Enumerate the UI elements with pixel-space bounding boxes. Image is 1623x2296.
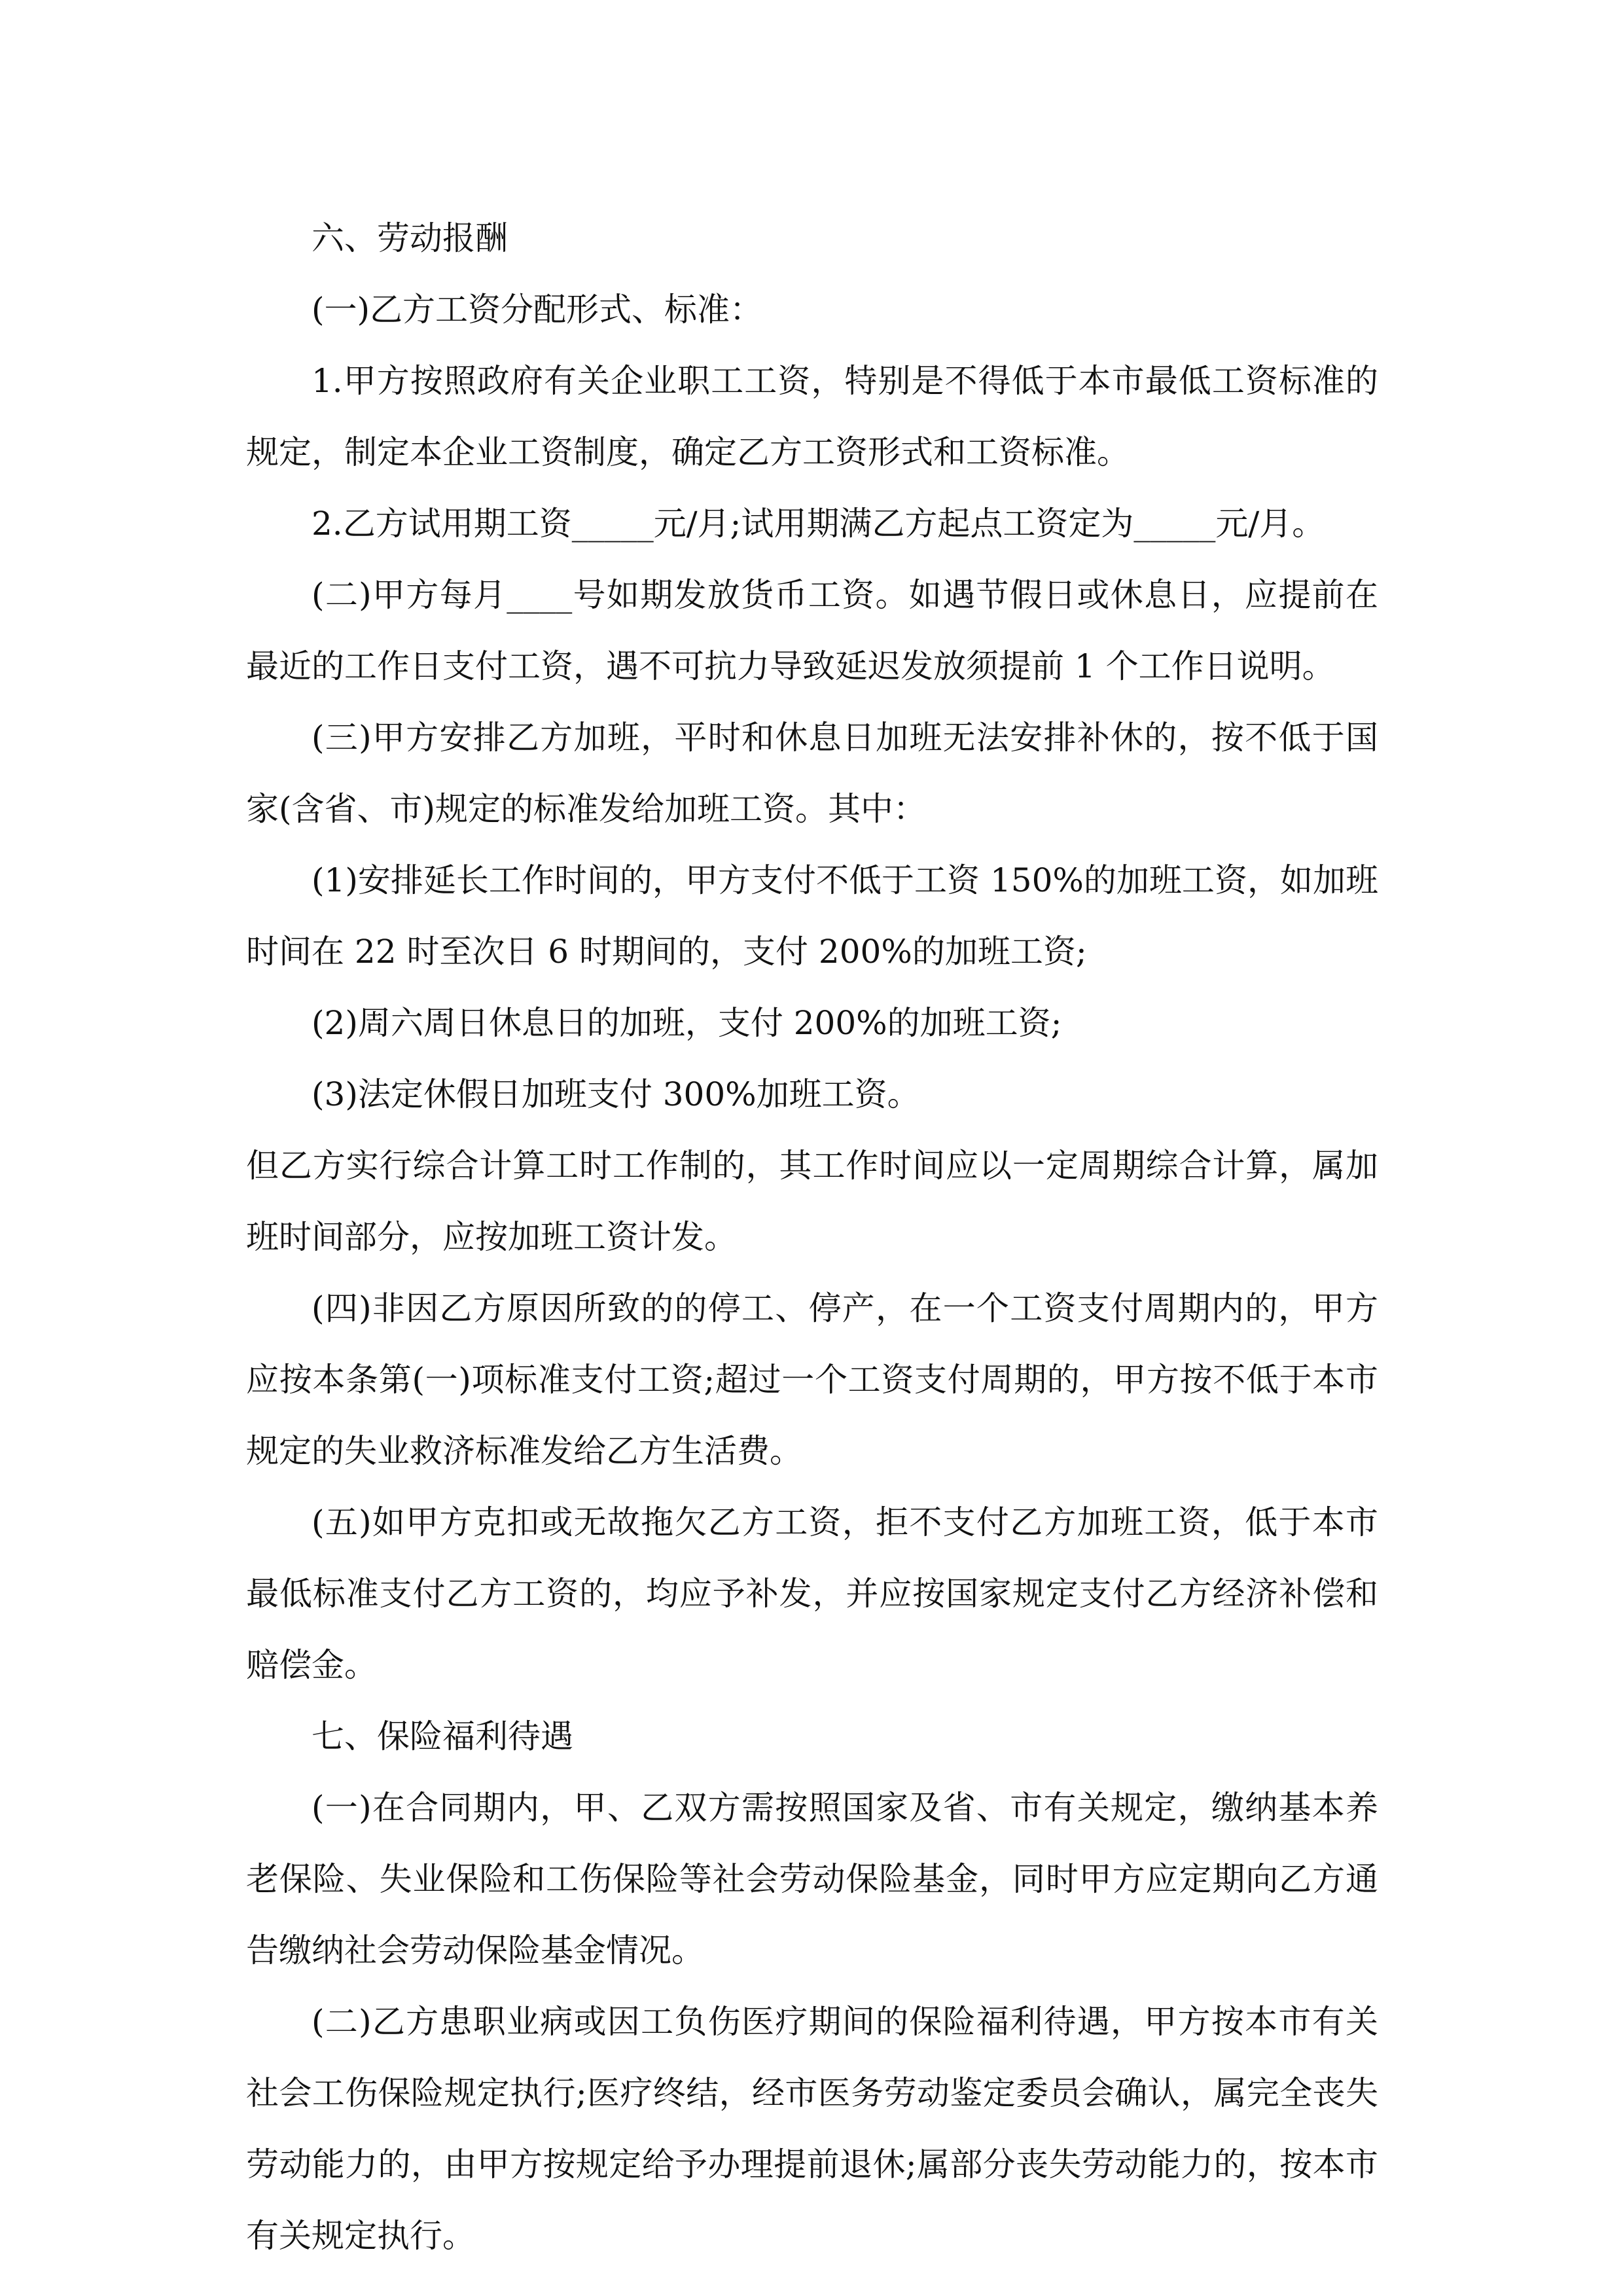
section-heading-insurance-welfare: 七、保险福利待遇 bbox=[312, 1717, 573, 1755]
paragraph-work-stoppage: (四)非因乙方原因所致的的停工、停产，在一个工资支付周期内的，甲方应按本条第(一)项标准支付工资;超过一个工资支付周期的，甲方按不低于本市规定的失业救济标准发给乙方生活费。 bbox=[246, 1289, 1378, 1470]
section-heading-labor-remuneration: 六、劳动报酬 bbox=[312, 219, 508, 257]
paragraph-overtime-arrangement: (三)甲方安排乙方加班，平时和休息日加班无法安排补休的，按不低于国家(含省、市)规定的标准发给加班工资。其中： bbox=[246, 719, 1378, 828]
paragraph-payday: (二)甲方每月____号如期发放货币工资。如遇节假日或休息日，应提前在最近的工作日支付工资，遇不可抗力导致延迟发放须提前 1 个工作日说明。 bbox=[246, 576, 1378, 685]
paragraph-social-insurance: (一)在合同期内，甲、乙双方需按照国家及省、市有关规定，缴纳基本养老保险、失业保险和工伤保险等社会劳动保险基金，同时甲方应定期向乙方通告缴纳社会劳动保险基金情况。 bbox=[246, 1789, 1378, 1969]
paragraph-wage-form-standard: (一)乙方工资分配形式、标准： bbox=[312, 291, 763, 329]
paragraph-overtime-holiday: (3)法定休假日加班支付 300%加班工资。 bbox=[312, 1075, 920, 1113]
paragraph-probation-wage: 2.乙方试用期工资_____元/月;试用期满乙方起点工资定为_____元/月。 bbox=[312, 505, 1325, 543]
paragraph-overtime-weekend: (2)周六周日休息日的加班，支付 200%的加班工资; bbox=[312, 1004, 1062, 1042]
paragraph-wage-arrears: (五)如甲方克扣或无故拖欠乙方工资，拒不支付乙方加班工资，低于本市最低标准支付乙方工资的，均应予补发，并应按国家规定支付乙方经济补偿和赔偿金。 bbox=[246, 1503, 1378, 1684]
document-body bbox=[246, 203, 1378, 2272]
paragraph-comprehensive-hours: 但乙方实行综合计算工时工作制的，其工作时间应以一定周期综合计算，属加班时间部分，应按加班工资计发。 bbox=[246, 1147, 1378, 1256]
paragraph-wage-system: 1.甲方按照政府有关企业职工工资，特别是不得低于本市最低工资标准的规定，制定本企业工资制度，确定乙方工资形式和工资标准。 bbox=[246, 362, 1378, 471]
paragraph-occupational-injury: (二)乙方患职业病或因工负伤医疗期间的保险福利待遇，甲方按本市有关社会工伤保险规定执行;医疗终结，经市医务劳动鉴定委员会确认，属完全丧失劳动能力的，由甲方按规定给予办理提前退休;属部分丧失劳动能力的，按本市有关规定执行。 bbox=[246, 2003, 1378, 2255]
paragraph-overtime-extended-hours: (1)安排延长工作时间的，甲方支付不低于工资 150%的加班工资，如加班时间在 22 时至次日 6 时期间的，支付 200%的加班工资; bbox=[246, 861, 1378, 971]
